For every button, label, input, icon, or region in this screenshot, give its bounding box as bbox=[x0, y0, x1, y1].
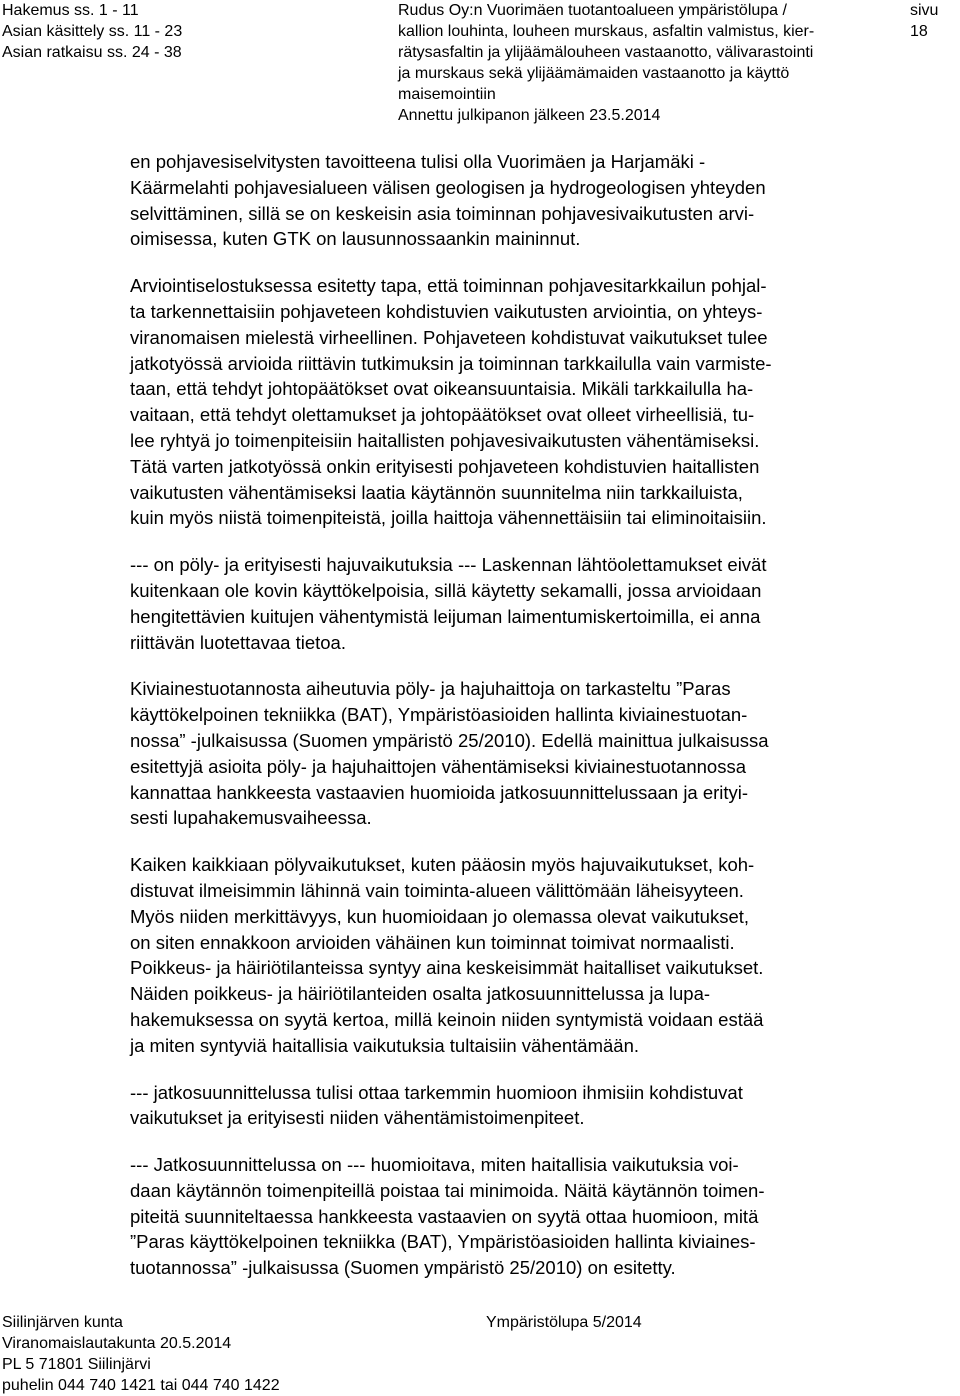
paragraph-line: daan käytännön toimenpiteillä poistaa tai minimoida. Näitä käytännön toimen- bbox=[130, 1179, 765, 1201]
header-left-line: Hakemus ss. 1 - 11 bbox=[2, 2, 139, 19]
footer-left-line: Viranomaislautakunta 20.5.2014 bbox=[2, 1335, 232, 1352]
header-title-line: maisemointiin bbox=[398, 86, 496, 103]
paragraph-line: --- on pöly- ja erityisesti hajuvaikutuksia --- Laskennan lähtöolettamukset eivät bbox=[130, 554, 767, 576]
paragraph-line: hakemuksessa on syytä kertoa, millä keinoin niiden syntymistä voidaan estää bbox=[130, 1008, 764, 1030]
paragraph-line: oimisessa, kuten GTK on lausunnossaankin maininnut. bbox=[130, 228, 581, 250]
paragraph-line: --- Jatkosuunnittelussa on --- huomioitava, miten haitallisia vaikutuksia voi- bbox=[130, 1154, 739, 1176]
paragraph-line: vaikutusten vähentämiseksi laatia käytännön suunnitelma niin tarkkailuista, bbox=[130, 481, 743, 503]
paragraph-line: Myös niiden merkittävyys, kun huomioidaan jo olemassa olevat vaikutukset, bbox=[130, 905, 750, 927]
body-paragraph bbox=[130, 1080, 900, 1132]
paragraph-line: Kaiken kaikkiaan pölyvaikutukset, kuten pääosin myös hajuvaikutukset, koh- bbox=[130, 854, 755, 876]
document-body bbox=[130, 149, 900, 1302]
footer-left-line: PL 5 71801 Siilinjärvi bbox=[2, 1356, 151, 1373]
page-footer bbox=[0, 1312, 960, 1396]
paragraph-line: lee ryhtyä jo toimenpiteisiin haitallisten pohjavesivaikutusten vähentämiseksi. bbox=[130, 429, 760, 451]
footer-left-line: puhelin 044 740 1421 tai 044 740 1422 bbox=[2, 1377, 280, 1394]
paragraph-line: jatkotyössä arvioida riittävin tutkimuksin ja toiminnan tarkkailulla vain varmiste- bbox=[130, 352, 772, 374]
body-paragraph bbox=[130, 676, 900, 831]
paragraph-line: riittävän luotettavaa tietoa. bbox=[130, 631, 346, 653]
page-header bbox=[0, 0, 960, 130]
paragraph-line: kannattaa hankkeesta vastaavien huomioida jatkosuunnittelussaan ja erityi- bbox=[130, 781, 749, 803]
paragraph-line: on siten ennakkoon arvioiden vähäinen kun toiminnat toimivat normaalisti. bbox=[130, 931, 735, 953]
header-left-line: Asian käsittely ss. 11 - 23 bbox=[2, 23, 183, 40]
paragraph-line: vaitaan, että tehdyt olettamukset ja johtopäätökset ovat olleet virheellisiä, tu- bbox=[130, 404, 755, 426]
paragraph-line: nossa” -julkaisussa (Suomen ympäristö 25/2010). Edellä mainittua julkaisussa bbox=[130, 729, 769, 751]
body-paragraph bbox=[130, 273, 900, 531]
paragraph-line: Tätä varten jatkotyössä onkin erityisesti pohjaveteen kohdistuvien haitallisten bbox=[130, 455, 760, 477]
paragraph-line: käyttökelpoinen tekniikka (BAT), Ympäristöasioiden hallinta kiviainestuotan- bbox=[130, 704, 748, 726]
body-paragraph bbox=[130, 552, 900, 655]
paragraph-line: Käärmelahti pohjavesialueen välisen geologisen ja hydrogeologisen yhteyden bbox=[130, 176, 766, 198]
paragraph-line: sesti lupahakemusvaiheessa. bbox=[130, 807, 372, 829]
paragraph-line: Kiviainestuotannosta aiheutuvia pöly- ja hajuhaittoja on tarkasteltu ”Paras bbox=[130, 678, 731, 700]
paragraph-line: ”Paras käyttökelpoinen tekniikka (BAT), Ympäristöasioiden hallinta kiviaines- bbox=[130, 1231, 756, 1253]
footer-left-line: Siilinjärven kunta bbox=[2, 1314, 123, 1331]
footer-right-line: Ympäristölupa 5/2014 bbox=[486, 1314, 642, 1331]
paragraph-line: piteitä suunniteltaessa hankkeesta vastaavien on syytä ottaa huomioon, mitä bbox=[130, 1205, 759, 1227]
paragraph-line: distuvat ilmeisimmin lähinnä vain toiminta-alueen välittömään läheisyyteen. bbox=[130, 879, 744, 901]
paragraph-line: ta tarkennettaisiin pohjaveteen kohdistuvien vaikutusten arviointia, on yhteys- bbox=[130, 300, 763, 322]
paragraph-line: Poikkeus- ja häiriötilanteissa syntyy aina keskeisimmät haitalliset vaikutukset. bbox=[130, 957, 764, 979]
body-paragraph bbox=[130, 852, 900, 1058]
header-title-line: rätysasfaltin ja ylijäämälouheen vastaanotto, välivarastointi bbox=[398, 44, 814, 61]
paragraph-line: Arviointiselostuksessa esitetty tapa, että toiminnan pohjavesitarkkailun pohjal- bbox=[130, 275, 767, 297]
paragraph-line: vaikutukset ja erityisesti niiden vähentämistoimenpiteet. bbox=[130, 1107, 585, 1129]
paragraph-line: esitettyjä asioita pöly- ja hajuhaittojen vähentämiseksi kiviainestuotannossa bbox=[130, 755, 746, 777]
header-title-line: kallion louhinta, louheen murskaus, asfaltin valmistus, kier- bbox=[398, 23, 815, 40]
paragraph-line: kuin myös niistä toimenpiteistä, joilla haittoja vähennettäisiin tai eliminoitaisiin. bbox=[130, 507, 767, 529]
paragraph-line: kuitenkaan ole kovin käyttökelpoisia, sillä käytetty sekamalli, jossa arvioidaan bbox=[130, 579, 762, 601]
paragraph-line: Näiden poikkeus- ja häiriötilanteiden osalta jatkosuunnittelussa ja lupa- bbox=[130, 983, 711, 1005]
body-paragraph bbox=[130, 149, 900, 252]
header-title-line: ja murskaus sekä ylijäämämaiden vastaanotto ja käyttö bbox=[398, 65, 790, 82]
header-left-line: Asian ratkaisu ss. 24 - 38 bbox=[2, 44, 182, 61]
footer-authority-contact bbox=[2, 1312, 280, 1396]
paragraph-line: hengitettävien kuitujen vähentymistä leijuman laimentumiskertoimilla, ei anna bbox=[130, 605, 761, 627]
header-case-references bbox=[2, 0, 182, 63]
paragraph-line: ja miten syntyviä haitallisia vaikutuksia tultaisiin vähentämään. bbox=[130, 1034, 640, 1056]
header-title-line: Rudus Oy:n Vuorimäen tuotantoalueen ympäristölupa / bbox=[398, 2, 787, 19]
paragraph-line: selvittäminen, sillä se on keskeisin asia toiminnan pohjavesivaikutusten arvi- bbox=[130, 202, 755, 224]
page-number: sivu 18 bbox=[910, 2, 939, 40]
header-issue-date: Annettu julkipanon jälkeen 23.5.2014 bbox=[398, 107, 661, 124]
footer-permit-number bbox=[486, 1312, 642, 1333]
paragraph-line: taan, että tehdyt johtopäätökset ovat oikeansuuntaisia. Mikäli tarkkailulla ha- bbox=[130, 378, 754, 400]
header-document-title bbox=[398, 0, 888, 126]
paragraph-line: --- jatkosuunnittelussa tulisi ottaa tarkemmin huomioon ihmisiin kohdistuvat bbox=[130, 1081, 743, 1103]
paragraph-line: en pohjavesiselvitysten tavoitteena tulisi olla Vuorimäen ja Harjamäki - bbox=[130, 151, 706, 172]
paragraph-line: viranomaisen mielestä virheellinen. Pohjaveteen kohdistuvat vaikutukset tulee bbox=[130, 326, 768, 348]
body-paragraph bbox=[130, 1152, 900, 1281]
paragraph-line: tuotannossa” -julkaisussa (Suomen ympäristö 25/2010) on esitetty. bbox=[130, 1257, 676, 1279]
